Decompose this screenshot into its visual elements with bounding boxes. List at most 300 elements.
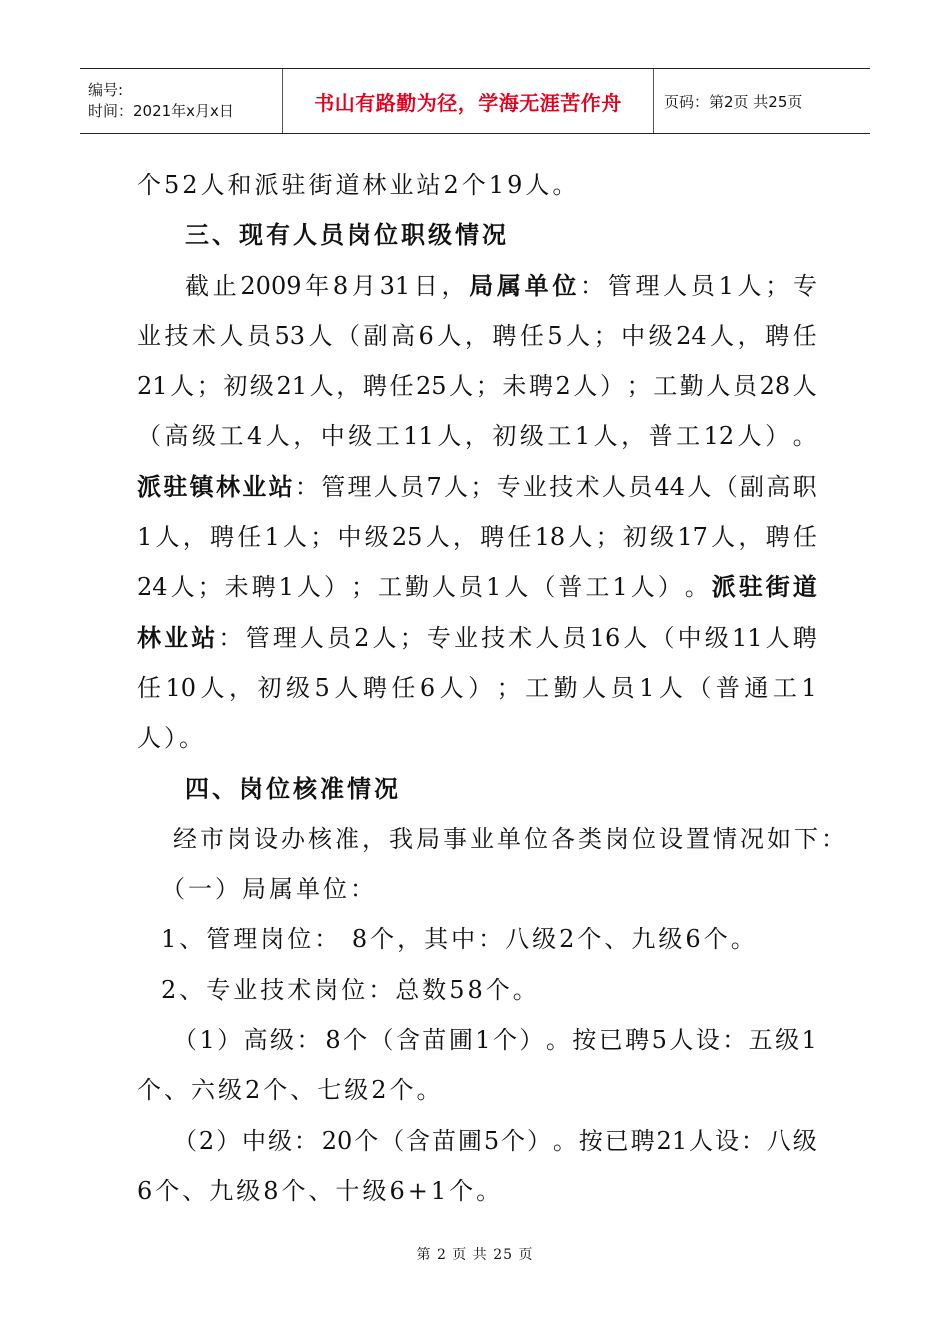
bold-text-char: 林 <box>215 471 240 501</box>
text-char: 中 <box>677 623 702 652</box>
text-char: 工 <box>772 673 797 702</box>
text-char: 级 <box>267 1126 292 1155</box>
text-char: （ <box>687 673 712 702</box>
text-char: 级 <box>792 1126 817 1155</box>
text-char: 8 <box>325 1026 341 1055</box>
text-line <box>137 462 817 512</box>
text-char: ： <box>218 623 243 652</box>
text-line <box>137 160 817 210</box>
text-char: 职 <box>792 472 817 501</box>
text-char: ； <box>310 523 335 552</box>
text-line <box>137 764 817 814</box>
text-char: 21 <box>276 372 308 401</box>
text-char: ， <box>336 372 361 401</box>
text-char: 人 <box>566 321 591 350</box>
text-line <box>137 1015 817 1065</box>
bold-text-char: 镇 <box>189 471 214 501</box>
text-char: 技 <box>481 623 506 652</box>
text-char: 人 <box>296 573 321 602</box>
text-char: 级 <box>348 422 373 451</box>
text-char: 人 <box>425 523 450 552</box>
text-char: 人 <box>372 623 397 652</box>
bold-text-char: 驻 <box>163 471 188 501</box>
text-char: 级 <box>270 1026 295 1055</box>
text-char: 员 <box>610 673 635 702</box>
text-char: 人 <box>658 673 683 702</box>
text-char: 苗 <box>422 1026 447 1055</box>
text-char: 6 <box>419 673 436 702</box>
text-char: ， <box>738 523 763 552</box>
text-char: ） <box>217 1026 242 1055</box>
text-char: 4 <box>247 422 263 451</box>
text-segment: （一）局属单位： <box>161 875 377 904</box>
text-char: 个 <box>501 1126 526 1155</box>
text-char: 个 <box>343 1026 368 1055</box>
text-char: 1 <box>612 573 628 602</box>
text-char: 副 <box>363 321 388 350</box>
text-char: 八 <box>766 1126 791 1155</box>
text-segment: 2、专业技术岗位：总数58个。 <box>161 975 540 1004</box>
text-char: 个 <box>492 1026 517 1055</box>
text-line <box>137 411 817 461</box>
text-char: 按 <box>578 1126 603 1155</box>
text-char: 5 <box>547 321 563 350</box>
text-char: ， <box>441 271 466 300</box>
text-char: 勤 <box>404 573 429 602</box>
text-line <box>137 311 817 361</box>
bold-text-char: 业 <box>242 471 267 501</box>
text-char: 苗 <box>431 1126 456 1155</box>
page-header <box>80 68 870 134</box>
text-char: 勤 <box>553 673 578 702</box>
text-char: 含 <box>395 1026 420 1055</box>
text-char: 员 <box>247 321 271 350</box>
text-char: 20 <box>321 1126 353 1155</box>
text-char: 初 <box>257 673 282 702</box>
text-char: 2 <box>198 1126 215 1155</box>
text-char: 工 <box>547 422 572 451</box>
text-char: 24 <box>137 573 168 602</box>
text-char: 1 <box>278 573 294 602</box>
bold-text-char: 业 <box>164 622 189 652</box>
text-char: ） <box>216 1126 241 1155</box>
text-char: ； <box>350 573 375 602</box>
text-char: 未 <box>502 372 527 401</box>
text-char: 人 <box>200 673 225 702</box>
text-char: 人 <box>765 623 790 652</box>
bold-text-char: 街 <box>765 572 790 602</box>
text-char: ） <box>468 673 493 702</box>
text-char: 人 <box>710 321 735 350</box>
text-char: 6 <box>418 321 434 350</box>
text-char: 人 <box>155 523 180 552</box>
text-char: 任 <box>792 321 817 350</box>
text-char: 工 <box>653 372 678 401</box>
text-char: 聘 <box>362 372 387 401</box>
text-char: 。 <box>545 1026 570 1055</box>
text-char: 12 <box>703 422 735 451</box>
text-char: 人 <box>437 321 462 350</box>
text-char: 工 <box>525 673 550 702</box>
text-char: 1 <box>574 422 591 451</box>
text-char: ： <box>580 271 605 300</box>
text-line <box>137 965 817 1015</box>
text-char: 中 <box>320 422 345 451</box>
text-char: 聘 <box>251 573 276 602</box>
text-char: 已 <box>598 1026 623 1055</box>
text-char: 人 <box>737 271 762 300</box>
text-char: 人 <box>792 372 817 401</box>
text-char: 级 <box>364 523 389 552</box>
text-char: 高 <box>766 472 791 501</box>
text-char: 术 <box>192 321 216 350</box>
text-char: 级 <box>704 623 729 652</box>
bold-text-char: 站 <box>191 622 216 652</box>
text-char: 级 <box>286 673 311 702</box>
text-char: （ <box>369 1026 394 1055</box>
text-char: ； <box>593 321 618 350</box>
text-char: ） <box>526 1126 551 1155</box>
text-char: （ <box>531 573 556 602</box>
text-char: ， <box>464 422 489 451</box>
text-char: 聘 <box>792 623 817 652</box>
text-char: 业 <box>137 321 161 350</box>
text-segment: 人）。 <box>137 724 206 753</box>
text-char: 8 <box>332 271 349 300</box>
text-char: 5 <box>314 673 330 702</box>
text-char: 21 <box>656 1126 688 1155</box>
bold-text-char: 属 <box>496 270 521 300</box>
text-char: 高 <box>164 422 189 451</box>
bold-text-char: 派 <box>711 572 736 602</box>
text-char: 5 <box>483 1126 500 1155</box>
text-char: 人 <box>444 472 469 501</box>
text-char: 1 <box>137 523 153 552</box>
bold-text-char: 单 <box>524 270 549 300</box>
text-char: 聘 <box>765 523 790 552</box>
text-char: 。 <box>792 422 817 451</box>
text-char: 人 <box>308 321 333 350</box>
text-char: （ <box>336 321 361 350</box>
text-char: 1 <box>199 1026 215 1055</box>
text-char: 聘 <box>625 1026 650 1055</box>
text-char: 工 <box>219 422 244 451</box>
text-char: 人 <box>601 472 626 501</box>
bold-text-char: 驻 <box>738 572 763 602</box>
text-char: 未 <box>224 573 249 602</box>
text-char: 聘 <box>480 523 505 552</box>
text-char: 设 <box>695 1026 720 1055</box>
text-char: 勤 <box>679 372 704 401</box>
text-line <box>137 613 817 663</box>
bold-text-char: 局 <box>469 270 494 300</box>
text-char: 1 <box>264 523 280 552</box>
text-char: 圃 <box>457 1126 482 1155</box>
text-line <box>137 1166 817 1216</box>
text-char: 管 <box>321 472 346 501</box>
text-char: 专 <box>792 271 817 300</box>
text-char: 人 <box>630 573 655 602</box>
text-char: ； <box>475 372 500 401</box>
text-char: 任 <box>792 523 817 552</box>
text-segment: 个、六级2个、七级2个。 <box>137 1076 444 1105</box>
text-line <box>137 512 817 562</box>
text-char: 月 <box>351 271 376 300</box>
text-char: 人 <box>432 573 456 602</box>
text-char: 按 <box>572 1026 597 1055</box>
text-char: 5 <box>651 1026 667 1055</box>
text-line <box>137 814 848 864</box>
text-char: 初 <box>223 372 248 401</box>
text-char: 人 <box>170 372 195 401</box>
text-char: 人 <box>265 422 290 451</box>
text-char: 任 <box>519 321 544 350</box>
text-char: ： <box>294 472 319 501</box>
text-char: 专 <box>496 472 521 501</box>
text-line <box>137 562 817 612</box>
text-char: 1 <box>801 673 817 702</box>
text-char: 截 <box>185 271 209 300</box>
text-char: 人 <box>309 372 334 401</box>
text-char: 圃 <box>448 1026 473 1055</box>
text-char: 聘 <box>492 321 517 350</box>
text-char: 聘 <box>362 673 387 702</box>
text-char: 人 <box>687 472 712 501</box>
text-char: 31 <box>379 271 411 300</box>
text-char: 人 <box>593 422 618 451</box>
bold-text-char: 位 <box>552 270 577 300</box>
text-segment: 6个、九级8个、十级6+1个。 <box>137 1176 504 1205</box>
text-char: 人 <box>623 623 648 652</box>
text-char: 已 <box>604 1126 629 1155</box>
text-char: 18 <box>534 523 566 552</box>
text-char: 高 <box>243 1026 268 1055</box>
text-char: 含 <box>406 1126 431 1155</box>
text-char: ： <box>740 1126 765 1155</box>
bold-text: 四、岗位核准情况 <box>185 773 401 803</box>
text-char: 1 <box>486 573 502 602</box>
text-line <box>137 1116 817 1166</box>
bold-text-char: 林 <box>137 622 161 652</box>
text-char: 员 <box>562 623 587 652</box>
text-char: 11 <box>731 623 763 652</box>
text-char: 术 <box>575 472 600 501</box>
text-char: ， <box>621 422 646 451</box>
text-char: 任 <box>391 673 416 702</box>
text-char: 员 <box>628 472 653 501</box>
text-char: 1 <box>475 1026 491 1055</box>
text-char: 级 <box>192 422 216 451</box>
text-char: 技 <box>549 472 574 501</box>
text-char: 1 <box>718 271 734 300</box>
text-char: 工 <box>676 422 701 451</box>
text-char: 级 <box>519 422 544 451</box>
text-char: ： <box>296 1026 321 1055</box>
text-char: 2009 <box>240 271 302 300</box>
text-char: 专 <box>426 623 451 652</box>
text-segment: 1、管理岗位： 8个，其中：八级2个、九级6个。 <box>161 925 758 954</box>
text-line <box>137 361 817 411</box>
text-char: 16 <box>589 623 621 652</box>
text-char: 17 <box>677 523 708 552</box>
text-char: 止 <box>212 271 237 300</box>
text-char: （ <box>173 1126 197 1155</box>
text-char: ； <box>470 472 495 501</box>
text-char: 任 <box>137 673 161 702</box>
text-char: 理 <box>635 271 660 300</box>
text-char: 人 <box>373 472 398 501</box>
text-char: 人 <box>299 623 324 652</box>
text-char: 中 <box>337 523 362 552</box>
header-page-info: 页码：第2页 共25页 <box>664 92 803 111</box>
text-char: 人 <box>573 372 598 401</box>
text-char: ； <box>496 673 521 702</box>
text-char: 员 <box>459 573 484 602</box>
text-char: ； <box>197 573 222 602</box>
text-line <box>137 713 817 763</box>
text-char: 普 <box>558 573 583 602</box>
text-char: （ <box>173 1026 197 1055</box>
text-char: 聘 <box>765 321 790 350</box>
text-char: 理 <box>347 472 372 501</box>
text-char: （ <box>713 472 738 501</box>
text-char: 人 <box>504 573 529 602</box>
text-char: ） <box>765 422 790 451</box>
text-char: 五 <box>748 1026 773 1055</box>
text-char: 聘 <box>528 372 553 401</box>
text-char: 副 <box>740 472 765 501</box>
text-char: （ <box>650 623 675 652</box>
text-char: 设 <box>714 1126 739 1155</box>
text-char: 21 <box>137 372 168 401</box>
text-char: 2 <box>354 623 370 652</box>
text-char: ： <box>293 1126 318 1155</box>
text-char: 员 <box>400 472 425 501</box>
text-char: 53 <box>274 321 306 350</box>
text-char: 人 <box>449 372 474 401</box>
bold-text-char: 站 <box>268 471 293 501</box>
text-char: 24 <box>676 321 707 350</box>
text-char: 44 <box>654 472 686 501</box>
text-char: 人 <box>582 673 607 702</box>
text-char: ， <box>182 523 207 552</box>
text-char: 聘 <box>630 1126 655 1155</box>
header-motto: 书山有路勤为径，学海无涯苦作舟 <box>282 69 654 133</box>
text-char: 员 <box>690 271 715 300</box>
text-char: 2 <box>555 372 571 401</box>
text-char: 初 <box>492 422 517 451</box>
text-char: 25 <box>391 523 423 552</box>
text-char: 年 <box>305 271 330 300</box>
text-char: 级 <box>249 372 274 401</box>
text-char: 人 <box>711 523 736 552</box>
text-char: 人 <box>439 673 464 702</box>
text-char: 11 <box>403 422 434 451</box>
text-char: 级 <box>648 321 673 350</box>
text-char: （ <box>137 422 161 451</box>
text-char: 业 <box>522 472 547 501</box>
header-info-cell <box>80 69 282 133</box>
page-footer: 第 2 页 共 25 页 <box>416 1247 534 1263</box>
text-char: 人 <box>282 523 307 552</box>
text-char: 通 <box>744 673 769 702</box>
text-char: 人 <box>669 1026 694 1055</box>
text-char: 人 <box>663 271 688 300</box>
text-char: ） <box>600 372 625 401</box>
text-char: 28 <box>759 372 791 401</box>
bold-text-char: 派 <box>137 471 161 501</box>
text-char: ： <box>722 1026 747 1055</box>
text-char: ， <box>229 673 254 702</box>
text-char: 理 <box>272 623 297 652</box>
text-char: ； <box>595 523 620 552</box>
text-char: 人 <box>334 673 359 702</box>
text-char: ） <box>323 573 348 602</box>
document-number-label: 编号: <box>88 81 124 99</box>
bold-text: 三、现有人员岗位职级情况 <box>185 220 509 250</box>
text-char: 任 <box>237 523 262 552</box>
text-char: 工 <box>375 422 400 451</box>
text-char: 任 <box>507 523 532 552</box>
text-char: 1 <box>639 673 655 702</box>
text-char: 人 <box>535 623 560 652</box>
text-char: 人 <box>568 523 593 552</box>
text-char: 。 <box>684 573 709 602</box>
text-char: 员 <box>326 623 351 652</box>
text-char: ， <box>293 422 318 451</box>
text-char: 工 <box>585 573 610 602</box>
text-char: ， <box>452 523 477 552</box>
text-char: ， <box>464 321 489 350</box>
document-body <box>137 160 848 1216</box>
text-line <box>137 663 817 713</box>
text-char: ， <box>737 321 762 350</box>
text-char: 普 <box>715 673 740 702</box>
text-line <box>137 864 817 914</box>
text-char: 人 <box>737 422 762 451</box>
text-segment: 经市岗设办核准，我局事业单位各类岗位设置情况如下： <box>173 824 848 853</box>
text-char: 1 <box>801 1026 817 1055</box>
text-char: 术 <box>508 623 533 652</box>
text-line <box>137 210 817 260</box>
text-char: ； <box>399 623 424 652</box>
text-line <box>137 1065 817 1115</box>
text-char: 级 <box>775 1026 800 1055</box>
text-char: 人 <box>437 422 462 451</box>
text-line <box>137 914 817 964</box>
text-char: ； <box>765 271 790 300</box>
text-segment: 个52人和派驻街道林业站2个19人。 <box>137 171 580 199</box>
text-char: 10 <box>165 673 197 702</box>
text-char: 中 <box>621 321 646 350</box>
text-char: ） <box>519 1026 544 1055</box>
text-char: （ <box>380 1126 405 1155</box>
text-char: ； <box>626 372 651 401</box>
bold-text-char: 道 <box>792 572 817 602</box>
text-char: 任 <box>389 372 414 401</box>
text-line <box>137 261 817 311</box>
text-char: 管 <box>607 271 632 300</box>
document-time-label: 时间：2021年x月x日 <box>88 102 234 120</box>
text-char: 技 <box>164 321 189 350</box>
text-char: 个 <box>354 1126 379 1155</box>
text-char: 。 <box>552 1126 577 1155</box>
text-char: 业 <box>453 623 478 652</box>
text-char: 聘 <box>209 523 234 552</box>
text-char: 人 <box>170 573 195 602</box>
text-char: 人 <box>219 321 244 350</box>
text-char: 人 <box>689 1126 714 1155</box>
